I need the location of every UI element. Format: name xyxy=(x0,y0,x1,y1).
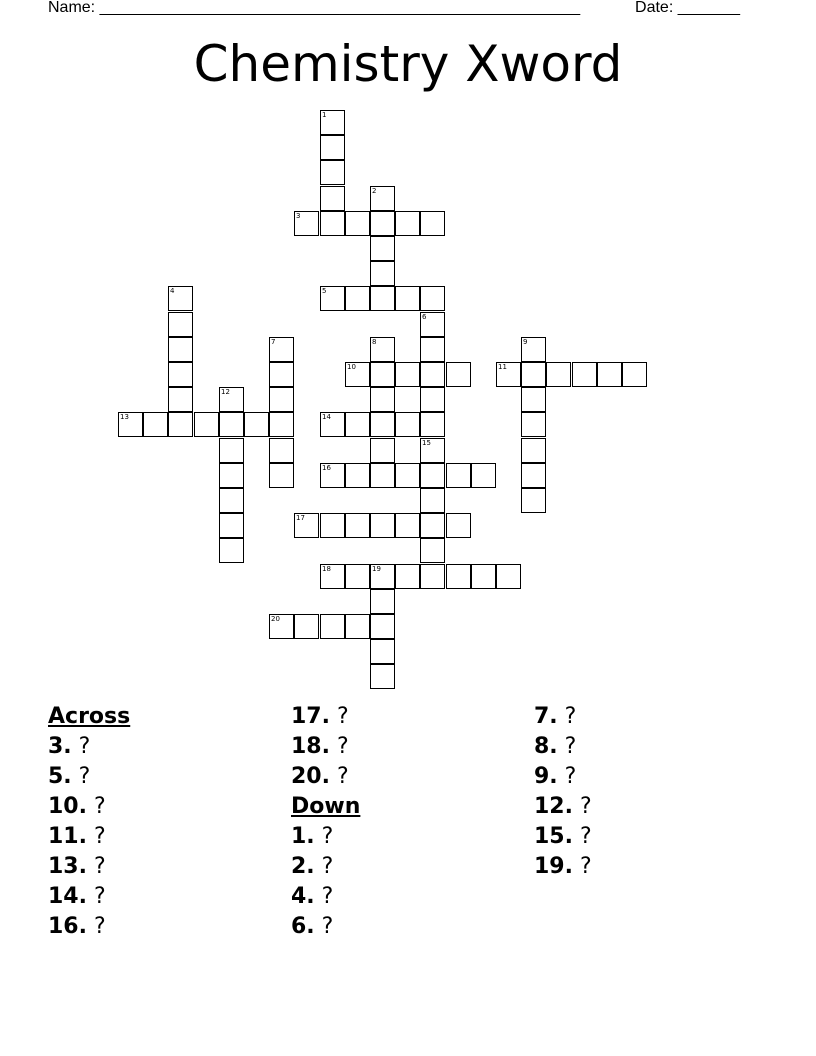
grid-cell[interactable] xyxy=(420,211,445,236)
grid-cell[interactable] xyxy=(521,387,546,412)
grid-cell[interactable] xyxy=(395,463,420,488)
grid-cell[interactable] xyxy=(370,362,395,387)
clue-text: ? xyxy=(86,824,106,849)
clue-number: 9. xyxy=(534,764,558,789)
grid-cell[interactable] xyxy=(521,438,546,463)
grid-cell[interactable] xyxy=(471,564,496,589)
grid-cell[interactable] xyxy=(420,564,445,589)
grid-cell[interactable] xyxy=(521,362,546,387)
clue-text: ? xyxy=(314,824,334,849)
grid-cell[interactable] xyxy=(446,513,471,538)
grid-cell[interactable] xyxy=(420,412,445,437)
clue-number-label: 7 xyxy=(271,338,276,346)
clue-number-label: 1 xyxy=(322,111,327,119)
grid-cell[interactable] xyxy=(370,412,395,437)
grid-cell[interactable] xyxy=(370,211,395,236)
clue-section-heading: Down xyxy=(291,794,361,819)
clue-item xyxy=(534,732,592,762)
clue-number-label: 10 xyxy=(347,363,356,371)
grid-cell[interactable] xyxy=(546,362,571,387)
grid-cell[interactable] xyxy=(345,513,370,538)
grid-cell[interactable] xyxy=(370,664,395,689)
clue-number-label: 12 xyxy=(221,388,230,396)
clue-number-label: 20 xyxy=(271,615,280,623)
grid-cell[interactable] xyxy=(370,438,395,463)
grid-cell[interactable] xyxy=(143,412,168,437)
grid-cell[interactable] xyxy=(345,286,370,311)
grid-cell[interactable] xyxy=(168,286,193,311)
grid-cell[interactable] xyxy=(370,463,395,488)
grid-cell[interactable] xyxy=(168,362,193,387)
clue-item xyxy=(291,882,360,912)
clue-number: 5. xyxy=(48,764,72,789)
grid-cell[interactable] xyxy=(269,438,294,463)
grid-cell[interactable] xyxy=(446,362,471,387)
clue-item xyxy=(291,822,360,852)
clue-number: 20. xyxy=(291,764,330,789)
clue-text: ? xyxy=(329,704,349,729)
date-field-label[interactable]: Date: _______ xyxy=(635,0,740,16)
clue-item xyxy=(48,912,130,942)
clue-text: ? xyxy=(329,734,349,759)
grid-cell[interactable] xyxy=(269,387,294,412)
grid-cell[interactable] xyxy=(420,463,445,488)
grid-cell[interactable] xyxy=(194,412,219,437)
clue-number: 15. xyxy=(534,824,573,849)
clue-number: 6. xyxy=(291,914,315,939)
clue-number: 8. xyxy=(534,734,558,759)
grid-cell[interactable] xyxy=(420,286,445,311)
grid-cell[interactable] xyxy=(320,160,345,185)
clue-number: 7. xyxy=(534,704,558,729)
clue-item xyxy=(534,792,592,822)
grid-cell[interactable] xyxy=(471,463,496,488)
grid-cell[interactable] xyxy=(622,362,647,387)
clue-number: 16. xyxy=(48,914,87,939)
clue-number-label: 3 xyxy=(296,212,301,220)
clue-number-label: 19 xyxy=(372,565,381,573)
grid-cell[interactable] xyxy=(294,513,319,538)
clue-number-label: 11 xyxy=(498,363,507,371)
grid-cell[interactable] xyxy=(370,186,395,211)
clue-item xyxy=(48,732,130,762)
grid-cell[interactable] xyxy=(420,387,445,412)
clue-number: 10. xyxy=(48,794,87,819)
clue-number-label: 18 xyxy=(322,565,331,573)
clue-text: ? xyxy=(86,884,106,909)
clue-text: ? xyxy=(71,764,91,789)
clue-number: 11. xyxy=(48,824,87,849)
grid-cell[interactable] xyxy=(420,513,445,538)
clue-item xyxy=(291,732,360,762)
grid-cell[interactable] xyxy=(521,463,546,488)
clue-item xyxy=(534,702,592,732)
clue-number: 14. xyxy=(48,884,87,909)
grid-cell[interactable] xyxy=(420,488,445,513)
grid-cell[interactable] xyxy=(370,286,395,311)
grid-cell[interactable] xyxy=(168,312,193,337)
grid-cell[interactable] xyxy=(244,412,269,437)
grid-cell[interactable] xyxy=(345,362,370,387)
grid-cell[interactable] xyxy=(320,286,345,311)
grid-cell[interactable] xyxy=(420,337,445,362)
grid-cell[interactable] xyxy=(269,362,294,387)
grid-cell[interactable] xyxy=(420,312,445,337)
grid-cell[interactable] xyxy=(370,261,395,286)
clue-text: ? xyxy=(329,764,349,789)
clue-number-label: 9 xyxy=(523,338,528,346)
clue-number: 1. xyxy=(291,824,315,849)
clue-column-1 xyxy=(48,702,130,942)
grid-cell[interactable] xyxy=(496,564,521,589)
clue-column-2 xyxy=(291,702,360,942)
clue-number-label: 14 xyxy=(322,413,331,421)
grid-cell[interactable] xyxy=(345,614,370,639)
clue-item xyxy=(291,852,360,882)
clue-item xyxy=(48,822,130,852)
grid-cell[interactable] xyxy=(320,211,345,236)
grid-cell[interactable] xyxy=(219,488,244,513)
clue-number-label: 13 xyxy=(120,413,129,421)
grid-cell[interactable] xyxy=(320,186,345,211)
clue-text: ? xyxy=(314,854,334,879)
grid-cell[interactable] xyxy=(446,564,471,589)
grid-cell[interactable] xyxy=(320,110,345,135)
clue-number: 3. xyxy=(48,734,72,759)
grid-cell[interactable] xyxy=(345,463,370,488)
grid-cell[interactable] xyxy=(370,513,395,538)
clue-text: ? xyxy=(314,884,334,909)
grid-cell[interactable] xyxy=(269,337,294,362)
grid-cell[interactable] xyxy=(395,412,420,437)
clue-text: ? xyxy=(86,794,106,819)
clue-number-label: 4 xyxy=(170,287,175,295)
clue-item xyxy=(48,882,130,912)
clue-number: 2. xyxy=(291,854,315,879)
grid-cell[interactable] xyxy=(370,236,395,261)
grid-cell[interactable] xyxy=(395,362,420,387)
clue-text: ? xyxy=(314,914,334,939)
clue-item xyxy=(291,702,360,732)
grid-cell[interactable] xyxy=(370,387,395,412)
clue-text: ? xyxy=(557,734,577,759)
grid-cell[interactable] xyxy=(496,362,521,387)
clue-item xyxy=(534,822,592,852)
grid-cell[interactable] xyxy=(345,412,370,437)
grid-cell[interactable] xyxy=(521,337,546,362)
grid-cell[interactable] xyxy=(294,614,319,639)
clue-section-heading: Across xyxy=(48,704,131,729)
grid-cell[interactable] xyxy=(597,362,622,387)
clue-column-3 xyxy=(534,702,592,882)
clue-number-label: 5 xyxy=(322,287,327,295)
clue-number: 18. xyxy=(291,734,330,759)
clue-number-label: 2 xyxy=(372,187,377,195)
grid-cell[interactable] xyxy=(370,589,395,614)
clue-text: ? xyxy=(572,794,592,819)
clue-number: 17. xyxy=(291,704,330,729)
clue-item xyxy=(291,912,360,942)
grid-cell[interactable] xyxy=(395,286,420,311)
clue-number-label: 8 xyxy=(372,338,377,346)
clue-item xyxy=(48,762,130,792)
grid-cell[interactable] xyxy=(219,412,244,437)
grid-cell[interactable] xyxy=(294,211,319,236)
clue-item xyxy=(291,762,360,792)
grid-cell[interactable] xyxy=(269,614,294,639)
clue-number-label: 6 xyxy=(422,313,427,321)
grid-cell[interactable] xyxy=(219,387,244,412)
clue-text: ? xyxy=(572,824,592,849)
grid-cell[interactable] xyxy=(219,538,244,563)
grid-cell[interactable] xyxy=(320,135,345,160)
grid-cell[interactable] xyxy=(168,387,193,412)
clue-text: ? xyxy=(572,854,592,879)
clue-number: 13. xyxy=(48,854,87,879)
clue-number-label: 15 xyxy=(422,439,431,447)
grid-cell[interactable] xyxy=(370,564,395,589)
grid-cell[interactable] xyxy=(269,463,294,488)
clue-item xyxy=(534,762,592,792)
clue-item xyxy=(48,792,130,822)
grid-cell[interactable] xyxy=(370,337,395,362)
clue-number-label: 16 xyxy=(322,464,331,472)
grid-cell[interactable] xyxy=(572,362,597,387)
grid-cell[interactable] xyxy=(219,438,244,463)
clue-number: 19. xyxy=(534,854,573,879)
grid-cell[interactable] xyxy=(168,412,193,437)
grid-cell[interactable] xyxy=(168,337,193,362)
grid-cell[interactable] xyxy=(370,614,395,639)
grid-cell[interactable] xyxy=(320,513,345,538)
grid-cell[interactable] xyxy=(219,513,244,538)
clue-text: ? xyxy=(71,734,91,759)
grid-cell[interactable] xyxy=(320,564,345,589)
clue-text: ? xyxy=(86,854,106,879)
grid-cell[interactable] xyxy=(269,412,294,437)
clue-text: ? xyxy=(557,704,577,729)
grid-cell[interactable] xyxy=(395,211,420,236)
grid-cell[interactable] xyxy=(219,463,244,488)
clue-number: 12. xyxy=(534,794,573,819)
grid-cell[interactable] xyxy=(320,412,345,437)
grid-cell[interactable] xyxy=(345,564,370,589)
clue-number-label: 17 xyxy=(296,514,305,522)
clue-item xyxy=(534,852,592,882)
grid-cell[interactable] xyxy=(521,412,546,437)
clue-item xyxy=(48,852,130,882)
grid-cell[interactable] xyxy=(395,564,420,589)
grid-cell[interactable] xyxy=(521,488,546,513)
grid-cell[interactable] xyxy=(118,412,143,437)
name-field-label[interactable]: Name: ______________________________________________________ xyxy=(48,0,581,16)
grid-cell[interactable] xyxy=(420,438,445,463)
grid-cell[interactable] xyxy=(370,639,395,664)
page-title: Chemistry Xword xyxy=(193,35,623,93)
grid-cell[interactable] xyxy=(345,211,370,236)
grid-cell[interactable] xyxy=(420,538,445,563)
clue-number: 4. xyxy=(291,884,315,909)
grid-cell[interactable] xyxy=(320,614,345,639)
grid-cell[interactable] xyxy=(446,463,471,488)
clue-text: ? xyxy=(557,764,577,789)
grid-cell[interactable] xyxy=(320,463,345,488)
grid-cell[interactable] xyxy=(395,513,420,538)
grid-cell[interactable] xyxy=(420,362,445,387)
clue-text: ? xyxy=(86,914,106,939)
